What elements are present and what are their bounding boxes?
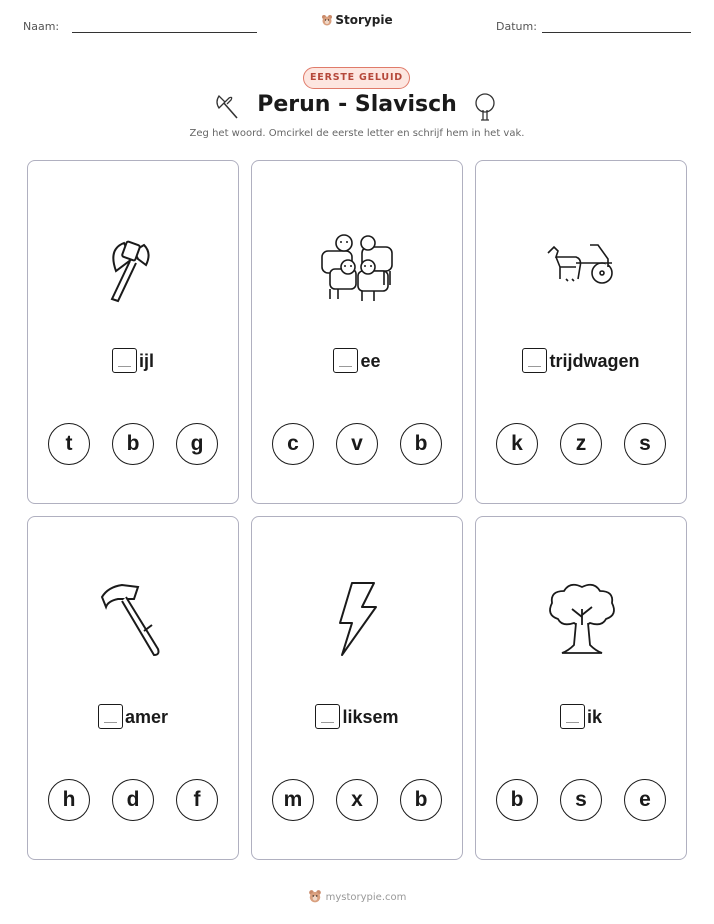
name-label: Naam: <box>23 20 60 33</box>
letter-option[interactable]: s <box>624 423 666 465</box>
letter-option[interactable]: h <box>48 779 90 821</box>
section-badge: EERSTE GELUID <box>303 67 410 89</box>
letter-option[interactable]: g <box>176 423 218 465</box>
footer-url[interactable]: mystorypie.com <box>325 892 407 903</box>
exercise-card <box>27 160 239 504</box>
exercise-card <box>475 516 687 860</box>
answer-box[interactable] <box>112 348 137 373</box>
page-title: Perun - Slavisch <box>257 92 457 117</box>
tree-icon <box>470 92 500 122</box>
bear-logo-icon <box>321 14 333 26</box>
answer-box[interactable] <box>522 348 547 373</box>
letter-option[interactable]: b <box>400 423 442 465</box>
word-remainder: ee <box>360 351 381 371</box>
hammer-icon <box>94 579 174 659</box>
footer <box>0 889 714 903</box>
answer-box[interactable] <box>333 348 358 373</box>
word-remainder: liksem <box>342 707 399 727</box>
letter-option[interactable]: s <box>560 779 602 821</box>
answer-box[interactable] <box>560 704 585 729</box>
exercise-card <box>475 160 687 504</box>
bear-logo-icon <box>308 889 322 903</box>
date-label: Datum: <box>496 20 537 33</box>
word-remainder: trijdwagen <box>549 351 640 371</box>
oak-tree-icon <box>542 579 622 659</box>
letter-option[interactable]: z <box>560 423 602 465</box>
letter-option[interactable]: x <box>336 779 378 821</box>
lightning-icon <box>318 579 398 659</box>
letter-option[interactable]: e <box>624 779 666 821</box>
brand-logo <box>0 13 714 27</box>
letter-option[interactable]: k <box>496 423 538 465</box>
letter-option[interactable]: m <box>272 779 314 821</box>
cows-icon <box>318 223 398 303</box>
brand-name: Storypie <box>335 13 393 27</box>
horse-cart-icon <box>542 223 622 303</box>
letter-option[interactable]: c <box>272 423 314 465</box>
exercise-card <box>27 516 239 860</box>
word-remainder: ijl <box>138 351 154 371</box>
letter-option[interactable]: d <box>112 779 154 821</box>
exercise-card <box>251 516 463 860</box>
word-remainder: amer <box>124 707 169 727</box>
name-line[interactable] <box>72 32 257 33</box>
instructions: Zeg het woord. Omcirkel de eerste letter en schrijf hem in het vak. <box>189 128 525 139</box>
word-remainder: ik <box>586 707 602 727</box>
letter-option[interactable]: b <box>496 779 538 821</box>
answer-box[interactable] <box>315 704 340 729</box>
date-line[interactable] <box>542 32 691 33</box>
letter-option[interactable]: b <box>112 423 154 465</box>
answer-box[interactable] <box>98 704 123 729</box>
letter-option[interactable]: t <box>48 423 90 465</box>
letter-option[interactable]: f <box>176 779 218 821</box>
exercise-card <box>251 160 463 504</box>
axe-icon <box>94 223 174 303</box>
letter-option[interactable]: v <box>336 423 378 465</box>
letter-option[interactable]: b <box>400 779 442 821</box>
